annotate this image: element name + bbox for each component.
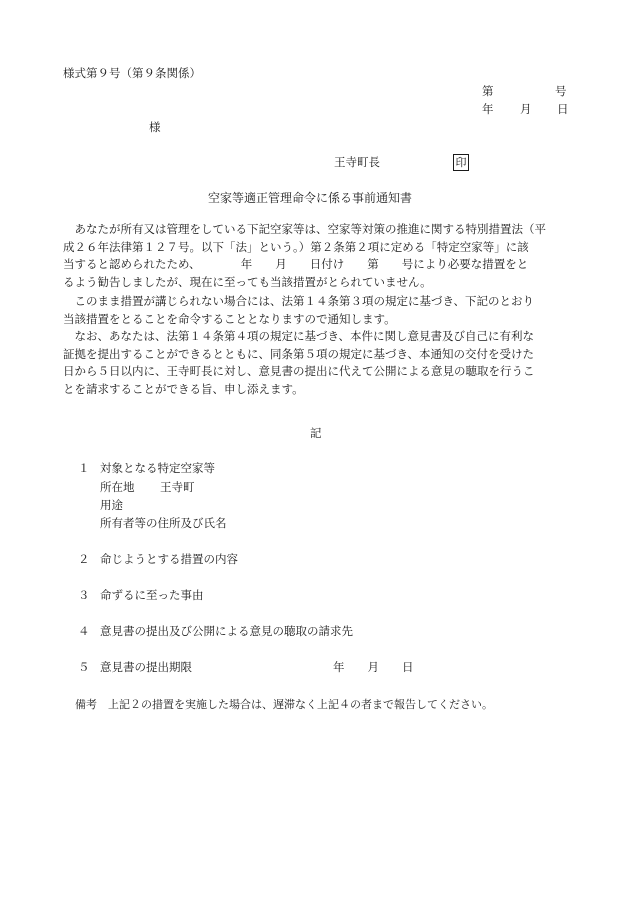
form-label: 様式第９号（第９条関係）	[63, 66, 201, 80]
paragraph-consequence	[63, 293, 573, 328]
paragraph-rights	[63, 328, 573, 398]
paragraph-line: 日から５日以内に、王寺町長に対し、意見書の提出に代えて公開による意見の聴取を行うこ	[63, 364, 535, 378]
addressee-honorific: 様	[149, 120, 161, 134]
item-label: 対象となる特定空家等	[100, 461, 215, 475]
paragraph-line: るよう勧告しましたが、現在に至っても当該措置がとられていません。	[63, 274, 432, 289]
paragraph-line: 当該措置をとることを命令することとなりますので通知します。	[63, 311, 396, 326]
date-month-label: 月	[520, 102, 532, 116]
paragraph-line: とを請求することができる旨、申し添えます。	[63, 381, 304, 396]
document-number-suffix: 号	[555, 84, 567, 98]
seal-mark: 印	[453, 154, 469, 171]
item-label: 命じようとする措置の内容	[100, 552, 238, 566]
document-number-prefix: 第	[482, 84, 494, 98]
item-number: ２	[78, 552, 90, 566]
sub-item-label: 用途	[100, 498, 123, 512]
paragraph-line: このまま措置が講じられない場合には、法第１４条第３項の規定に基づき、下記のとおり	[63, 294, 535, 308]
item-number: ３	[78, 588, 90, 602]
sub-item-value: 王寺町	[160, 480, 195, 494]
item-label: 意見書の提出期限	[100, 660, 192, 674]
sub-item-label: 所有者等の住所及び氏名	[100, 516, 227, 530]
paragraph-line: あなたが所有又は管理をしている下記空家等は、空家等対策の推進に関する特別措置法（平	[63, 222, 546, 236]
document-title: 空家等適正管理命令に係る事前通知書	[208, 191, 413, 205]
item-number: ５	[78, 660, 90, 674]
item-number: ４	[78, 624, 90, 638]
date-day-label: 日	[557, 102, 569, 116]
item-number: １	[78, 461, 90, 475]
issuer-title: 王寺町長	[334, 155, 380, 169]
paragraph-line: 当すると認められたため、 年 月 日付け 第 号により必要な措置をと	[63, 257, 529, 271]
item-label: 命ずるに至った事由	[100, 588, 204, 602]
paragraph-line: 証拠を提出することができるとともに、同条第５項の規定に基づき、本通知の交付を受けた	[63, 346, 535, 361]
paragraph-line: 成２６年法律第１２７号。以下「法」という。）第２条第２項に定める「特定空家等」に該	[63, 239, 529, 254]
remark-note: 備考 上記２の措置を実施した場合は、遅滞なく上記４の者まで報告してください。	[75, 698, 493, 711]
item-label: 意見書の提出及び公開による意見の聴取の請求先	[100, 624, 353, 638]
paragraph-notice	[63, 221, 573, 291]
sub-item-label: 所在地	[100, 480, 135, 494]
ki-heading: 記	[310, 426, 322, 440]
deadline-date: 年 月 日	[333, 660, 414, 674]
date-year-label: 年	[482, 102, 494, 116]
paragraph-line: なお、あなたは、法第１４条第４項の規定に基づき、本件に関し意見書及び自己に有利な	[63, 329, 535, 343]
